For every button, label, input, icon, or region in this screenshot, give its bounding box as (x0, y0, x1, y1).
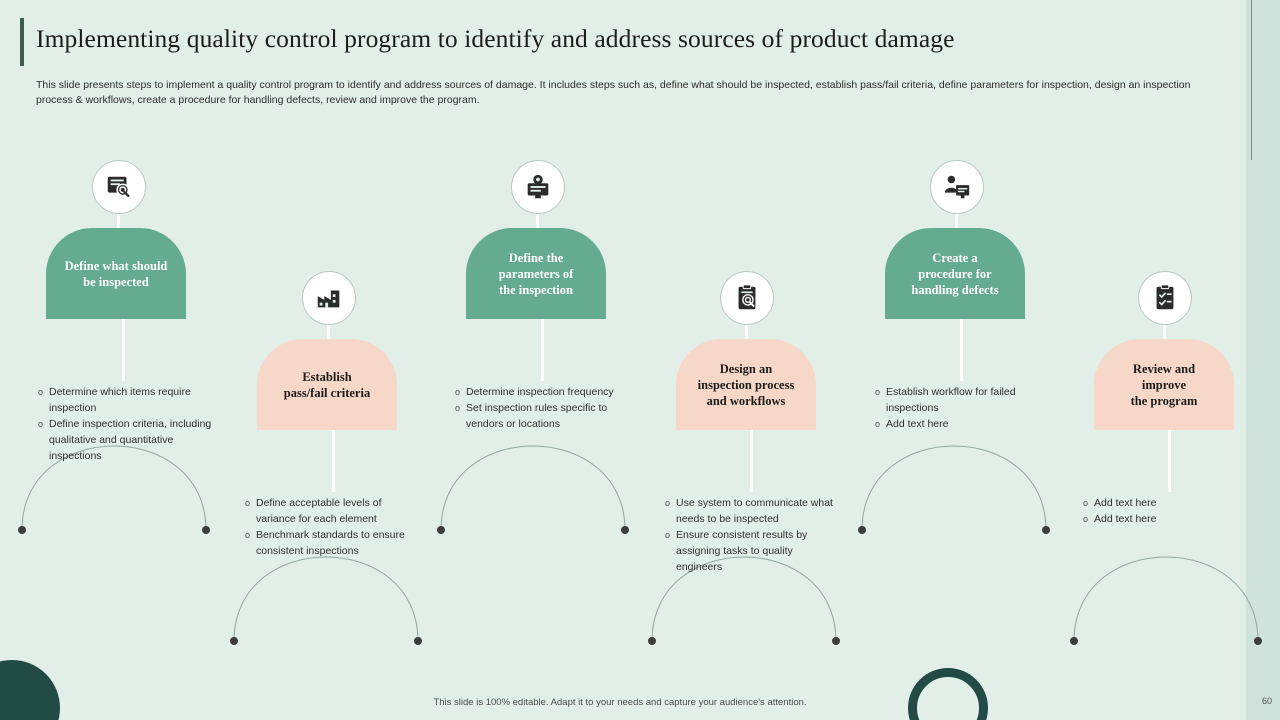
stage-card-create-procedure-handling-defects[interactable] (885, 228, 1025, 319)
bullet-marker: o (1083, 514, 1089, 524)
connector-stage-4-body (750, 430, 753, 492)
connector-stage-6-body (1168, 430, 1171, 492)
checklist-icon (1138, 271, 1192, 325)
list-item (665, 495, 833, 527)
document-search-icon (92, 160, 146, 214)
factory-icon (302, 271, 356, 325)
bullet-list-stage-5 (875, 384, 1045, 432)
page-subtitle: This slide presents steps to implement a quality control program to identify and address sources of damage. It includes steps such as, define what should be inspected, establish pass/fail criteria, define parameters for inspection, design an inspection process & workflows, create a procedure for handling defects, review and improve the program. (36, 79, 1191, 106)
bullet-marker: o (875, 387, 881, 397)
bullet-list-stage-2 (245, 495, 420, 559)
bullet-text: Establish workflow for failed inspections (886, 386, 1016, 414)
settings-monitor-icon (511, 160, 565, 214)
bullet-marker: o (1083, 498, 1089, 508)
bullet-marker: o (38, 419, 44, 429)
stage-card-define-what-should-be-inspected[interactable] (46, 228, 186, 319)
bullet-text: Define acceptable levels of variance for each element (256, 497, 382, 525)
list-item (245, 495, 420, 527)
list-item (455, 400, 625, 432)
right-vertical-rule (1251, 0, 1252, 160)
bottom-ring-decoration (908, 668, 988, 720)
bullet-marker: o (455, 387, 461, 397)
connector-stage-2-body (332, 430, 335, 492)
stage-title-2: Establish pass/fail criteria (283, 369, 371, 400)
list-item (1083, 495, 1243, 511)
list-item (245, 527, 420, 559)
bullet-text: Add text here (1094, 513, 1157, 525)
bullet-list-stage-3 (455, 384, 625, 432)
list-item (455, 384, 625, 400)
bullet-text: Set inspection rules specific to vendors or locations (466, 402, 608, 430)
page-number: 60 (1261, 696, 1272, 706)
page-title: Implementing quality control program to identify and address sources of product damage (36, 24, 955, 53)
bullet-list-stage-6 (1083, 495, 1243, 527)
bullet-marker: o (875, 419, 881, 429)
left-title-accent-bar (20, 18, 24, 66)
bullet-list-stage-4 (665, 495, 833, 575)
stage-title-6: Review and improve the program (1130, 361, 1198, 408)
bullet-text: Add text here (1094, 497, 1157, 509)
bullet-text: Benchmark standards to ensure consistent inspections (256, 529, 405, 557)
list-item (875, 384, 1045, 416)
stage-title-1: Define what should be inspected (64, 258, 168, 289)
bullet-marker: o (245, 530, 251, 540)
bottom-left-circle-decoration (0, 660, 60, 720)
bullet-marker: o (245, 498, 251, 508)
list-item (665, 527, 833, 575)
connector-stage-5-body (960, 319, 963, 381)
bullet-list-stage-1 (38, 384, 218, 464)
stage-card-design-inspection-process-workflows[interactable] (676, 339, 816, 430)
bullet-text: Add text here (886, 418, 949, 430)
list-item (1083, 511, 1243, 527)
person-presentation-icon (930, 160, 984, 214)
connector-stage-3-body (541, 319, 544, 381)
bullet-text: Determine which items require inspection (49, 386, 191, 414)
bullet-text: Define inspection criteria, including qualitative and quantitative inspections (49, 418, 212, 462)
clipboard-search-icon (720, 271, 774, 325)
bullet-text: Determine inspection frequency (466, 386, 614, 398)
list-item (38, 416, 218, 464)
stage-title-4: Design an inspection process and workflows (697, 361, 795, 408)
stage-card-review-and-improve-the-program[interactable] (1094, 339, 1234, 430)
list-item (38, 384, 218, 416)
stage-card-establish-pass-fail-criteria[interactable] (257, 339, 397, 430)
bullet-marker: o (38, 387, 44, 397)
footer-note: This slide is 100% editable. Adapt it to your needs and capture your audience's attention. (433, 697, 807, 708)
stage-title-3: Define the parameters of the inspection (498, 250, 574, 297)
stage-title-5: Create a procedure for handling defects (911, 250, 999, 297)
stage-card-define-parameters-of-inspection[interactable] (466, 228, 606, 319)
bullet-text: Ensure consistent results by assigning tasks to quality engineers (676, 529, 808, 573)
connector-stage-1-body (122, 319, 125, 381)
bullet-marker: o (665, 498, 671, 508)
bullet-marker: o (665, 530, 671, 540)
list-item (875, 416, 1045, 432)
bullet-text: Use system to communicate what needs to be inspected (676, 497, 833, 525)
bullet-marker: o (455, 403, 461, 413)
